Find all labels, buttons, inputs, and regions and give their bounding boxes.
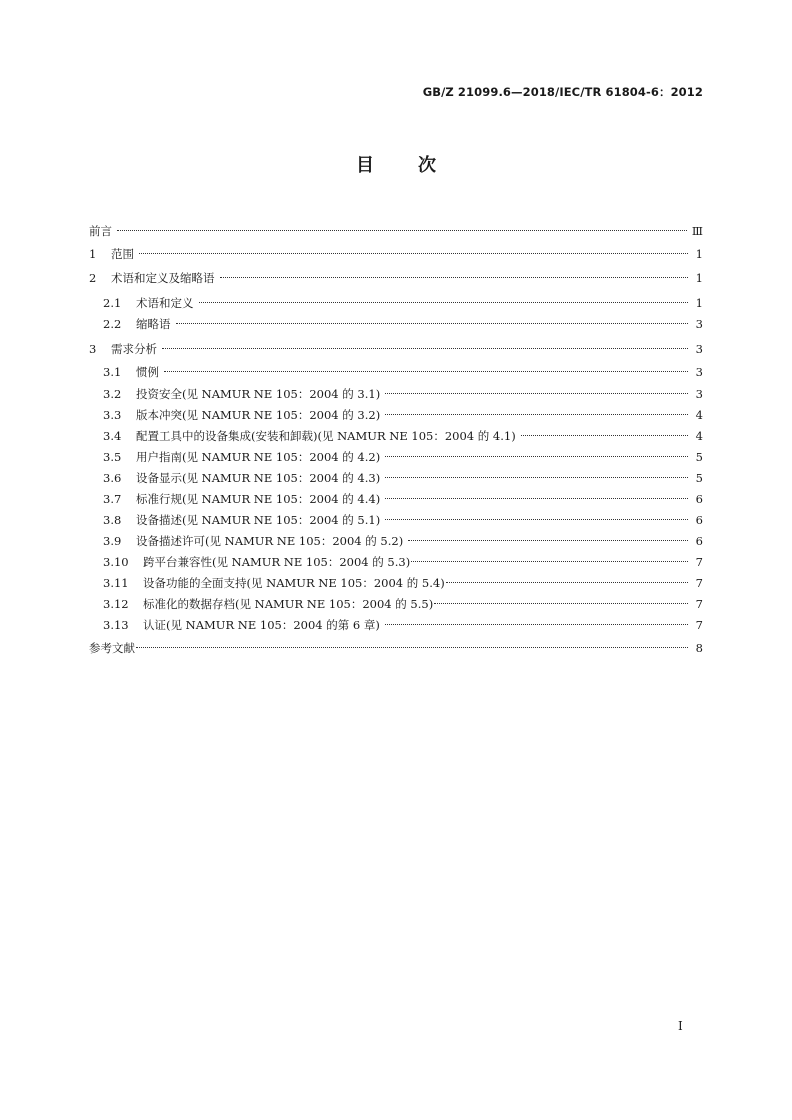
toc-entry-3-13[interactable]	[103, 613, 703, 632]
toc-entry-title: 参考文献	[89, 641, 135, 655]
toc-entry-3-8[interactable]	[103, 508, 703, 527]
toc-entry-3-4[interactable]	[103, 424, 703, 443]
toc-entry-3-3[interactable]	[103, 403, 703, 422]
toc-entry-number: 3.11	[103, 576, 129, 590]
toc-entry-title: 缩略语	[136, 317, 171, 331]
dot-leader	[385, 445, 688, 461]
toc-entry-3-12[interactable]	[103, 592, 703, 611]
toc-entry-number: 3.13	[103, 618, 129, 632]
dot-leader	[164, 360, 688, 376]
dot-leader	[521, 424, 688, 440]
toc-entry-page: 1	[695, 247, 703, 261]
toc-entry-number: 3.10	[103, 555, 129, 569]
toc-entry-page: 7	[695, 618, 703, 632]
toc-entry-3-7[interactable]	[103, 487, 703, 506]
toc-entry-number: 3.5	[103, 450, 122, 464]
toc-entry-3[interactable]	[89, 337, 703, 356]
dot-leader	[139, 242, 688, 258]
toc-entry-3-2[interactable]	[103, 382, 703, 401]
toc-entry-number: 1	[89, 247, 97, 261]
toc-entry-title: 标准行规(见 NAMUR NE 105：2004 的 4.4)	[136, 492, 381, 506]
dot-leader	[385, 613, 688, 629]
dot-leader	[408, 529, 688, 545]
dot-leader	[385, 403, 688, 419]
dot-leader	[117, 219, 687, 235]
toc-entry-page: 1	[695, 271, 703, 285]
toc-entry-references[interactable]	[89, 636, 703, 655]
toc-entry-foreword[interactable]	[89, 219, 703, 238]
dot-leader	[385, 508, 688, 524]
toc-entry-page: 7	[695, 555, 703, 569]
toc-entry-page: 3	[695, 365, 703, 379]
toc-entry-3-9[interactable]	[103, 529, 703, 548]
toc-entry-number: 2	[89, 271, 97, 285]
toc-entry-3-11[interactable]	[103, 571, 703, 590]
toc-entry-title: 范围	[111, 247, 134, 261]
toc-entry-page: 4	[695, 408, 703, 422]
toc-entry-title: 设备描述许可(见 NAMUR NE 105：2004 的 5.2)	[136, 534, 404, 548]
toc-entry-2-1[interactable]	[103, 291, 703, 310]
toc-entry-page: 7	[695, 576, 703, 590]
toc-entry-2[interactable]	[89, 266, 703, 285]
dot-leader	[434, 592, 688, 608]
toc-entry-3-5[interactable]	[103, 445, 703, 464]
toc-entry-page: 1	[695, 296, 703, 310]
toc-entry-number: 3.2	[103, 387, 122, 401]
toc-entry-title: 惯例	[136, 365, 159, 379]
toc-entry-title: 术语和定义及缩略语	[111, 271, 215, 285]
toc-entry-title: 认证(见 NAMUR NE 105：2004 的第 6 章)	[143, 618, 380, 632]
dot-leader	[385, 487, 688, 503]
dot-leader	[385, 382, 688, 398]
toc-entry-number: 3.4	[103, 429, 122, 443]
toc-entry-page: 6	[695, 513, 703, 527]
toc-entry-title: 设备功能的全面支持(见 NAMUR NE 105：2004 的 5.4)	[143, 576, 445, 590]
toc-entry-title: 版本冲突(见 NAMUR NE 105：2004 的 3.2)	[136, 408, 381, 422]
toc-entry-3-10[interactable]	[103, 550, 703, 569]
toc-entry-page: 6	[695, 534, 703, 548]
toc-entry-page: 5	[695, 471, 703, 485]
toc-entry-number: 2.2	[103, 317, 122, 331]
toc-entry-number: 3.1	[103, 365, 122, 379]
toc-entry-2-2[interactable]	[103, 312, 703, 331]
toc-entry-number: 3	[89, 342, 97, 356]
toc-entry-number: 3.6	[103, 471, 122, 485]
toc-entry-page: 4	[695, 429, 703, 443]
dot-leader	[220, 266, 689, 282]
toc-entry-title: 术语和定义	[136, 296, 194, 310]
dot-leader	[446, 571, 688, 587]
page-number: Ⅰ	[678, 1019, 683, 1033]
toc-entry-title: 用户指南(见 NAMUR NE 105：2004 的 4.2)	[136, 450, 381, 464]
toc-entry-title: 需求分析	[111, 342, 157, 356]
toc-entry-title: 配置工具中的设备集成(安装和卸载)(见 NAMUR NE 105：2004 的 4.1)	[136, 429, 516, 443]
toc-entry-3-1[interactable]	[103, 360, 703, 379]
toc-entry-3-6[interactable]	[103, 466, 703, 485]
toc-entry-title: 投资安全(见 NAMUR NE 105：2004 的 3.1)	[136, 387, 381, 401]
toc-entry-title: 设备显示(见 NAMUR NE 105：2004 的 4.3)	[136, 471, 381, 485]
toc-entry-number: 3.3	[103, 408, 122, 422]
toc-entry-page: 8	[695, 641, 703, 655]
toc-entry-page: 7	[695, 597, 703, 611]
toc-entry-title: 设备描述(见 NAMUR NE 105：2004 的 5.1)	[136, 513, 381, 527]
dot-leader	[162, 337, 688, 353]
dot-leader	[176, 312, 689, 328]
toc-entry-page: 3	[695, 342, 703, 356]
dot-leader	[411, 550, 688, 566]
dot-leader	[199, 291, 689, 307]
dot-leader	[385, 466, 688, 482]
toc-entry-number: 3.7	[103, 492, 122, 506]
toc-entry-number: 3.9	[103, 534, 122, 548]
toc-entry-1[interactable]	[89, 242, 703, 261]
toc-entry-title: 前言	[89, 224, 112, 238]
toc-entry-number: 3.8	[103, 513, 122, 527]
standard-code: GB/Z 21099.6—2018/IEC/TR 61804-6：2012	[422, 85, 703, 99]
toc-entry-page: Ⅲ	[691, 224, 703, 238]
dot-leader	[136, 636, 688, 652]
toc-entry-page: 3	[695, 387, 703, 401]
toc-entry-page: 6	[695, 492, 703, 506]
page-title: 目次	[356, 155, 480, 176]
toc-entry-page: 5	[695, 450, 703, 464]
toc-entry-title: 跨平台兼容性(见 NAMUR NE 105：2004 的 5.3)	[143, 555, 411, 569]
toc-entry-page: 3	[695, 317, 703, 331]
toc-entry-number: 3.12	[103, 597, 129, 611]
toc-entry-title: 标准化的数据存档(见 NAMUR NE 105：2004 的 5.5)	[143, 597, 434, 611]
toc-entry-number: 2.1	[103, 296, 122, 310]
